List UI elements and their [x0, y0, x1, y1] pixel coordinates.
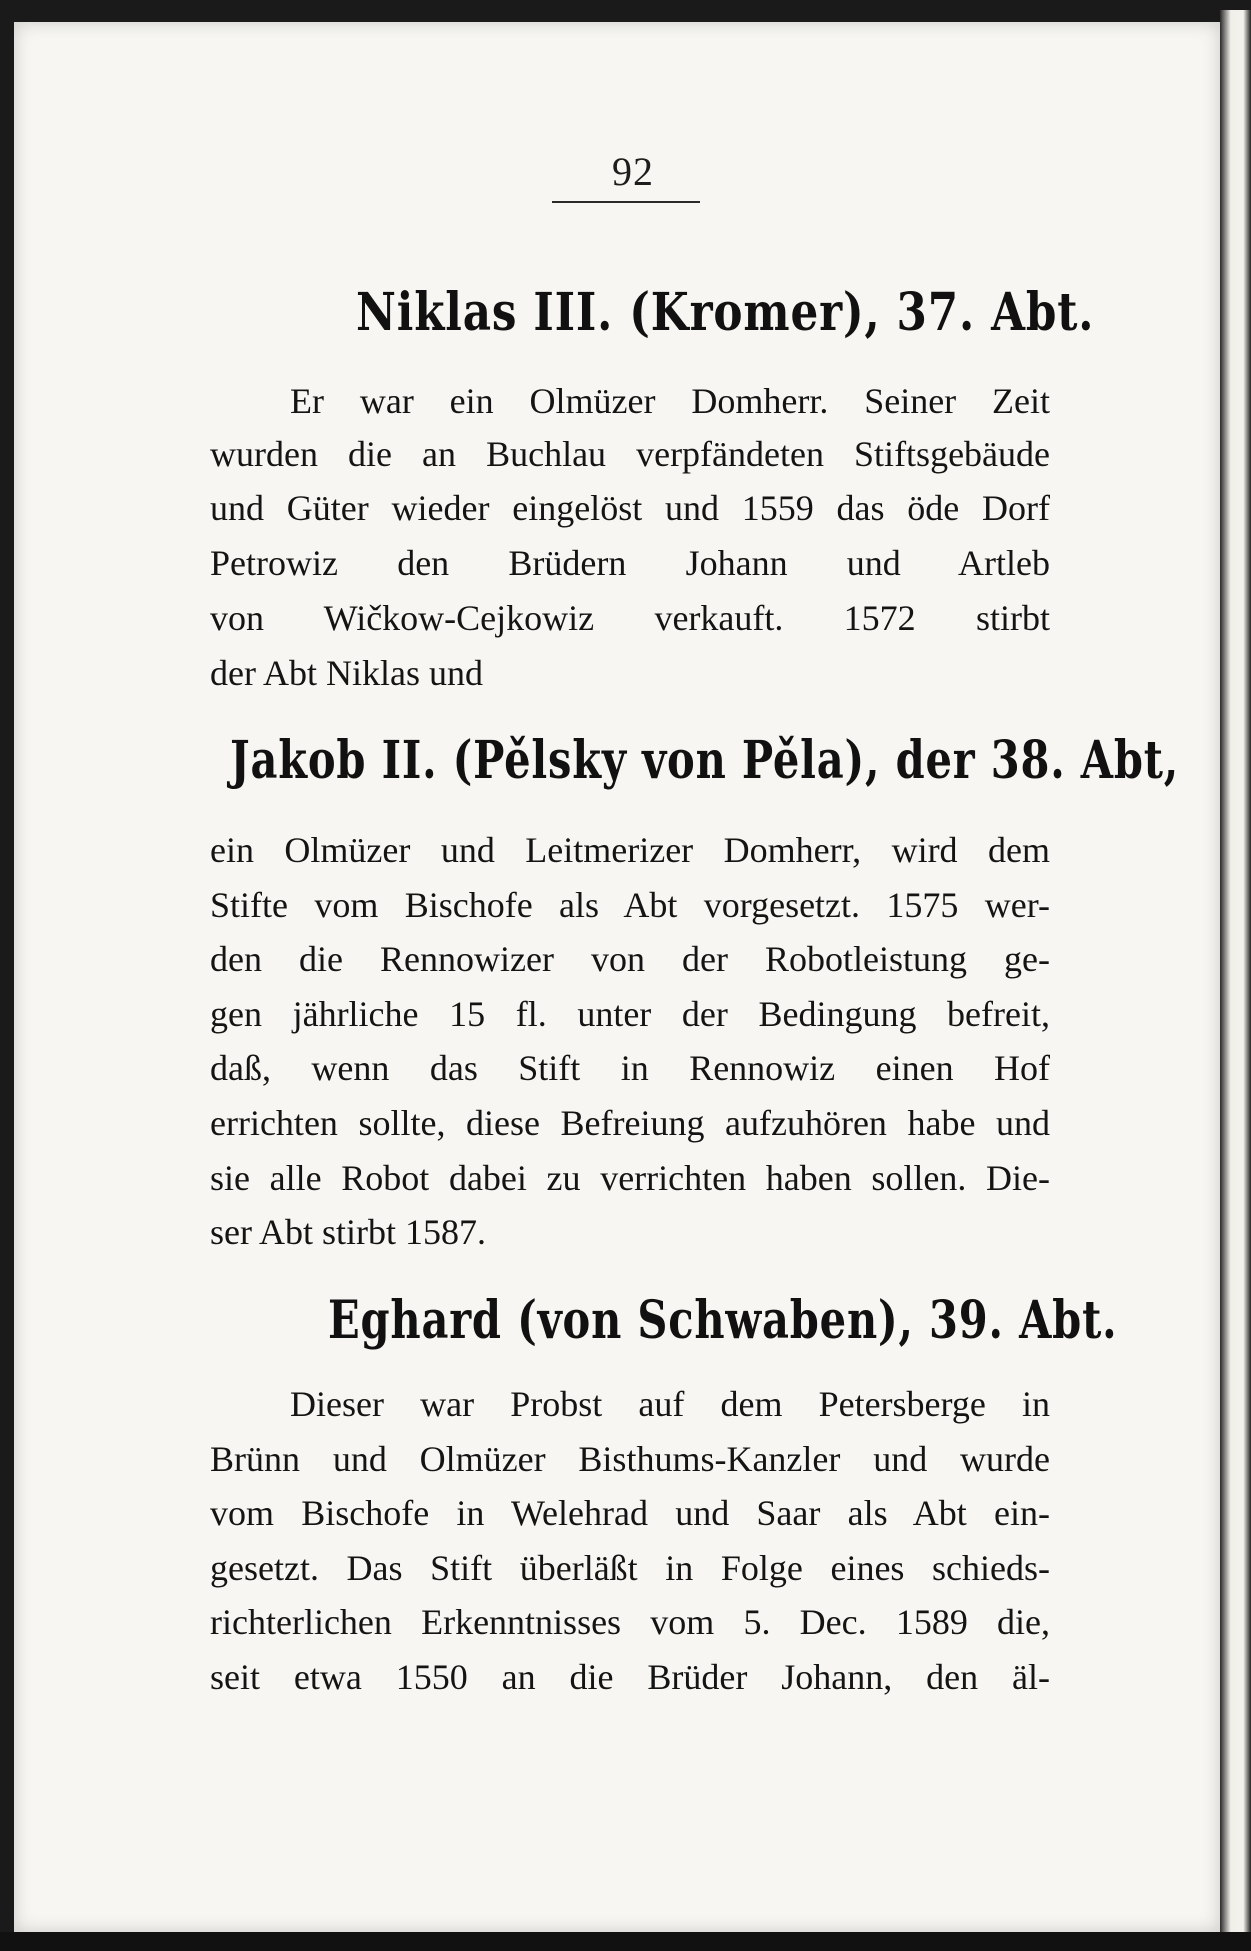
text-line: wurden die an Buchlau verpfändeten Stiftsgebäude [210, 434, 1050, 474]
scan-border [0, 1932, 1251, 1951]
text-line: Dieser war Probst auf dem Petersberge in [290, 1384, 1050, 1424]
text-line: vom Bischofe in Welehrad und Saar als Abt ein- [210, 1493, 1050, 1533]
text-line: Brünn und Olmüzer Bisthums-Kanzler und wurde [210, 1439, 1050, 1479]
section-heading-niklas: Niklas III. (Kromer), 37. Abt. [356, 282, 1095, 343]
page-number: 92 [612, 149, 654, 194]
text-line: von Wičkow-Cejkowiz verkauft. 1572 stirbt [210, 598, 1050, 638]
text-line: daß, wenn das Stift in Rennowiz einen Hof [210, 1048, 1050, 1088]
page-edge [1220, 10, 1251, 1951]
text-line: der Abt Niklas und [210, 653, 483, 693]
text-line: ser Abt stirbt 1587. [210, 1212, 486, 1252]
text-line: gesetzt. Das Stift überläßt in Folge eines schieds- [210, 1548, 1050, 1588]
text-line: ein Olmüzer und Leitmerizer Domherr, wird dem [210, 830, 1050, 870]
text-line: Petrowiz den Brüdern Johann und Artleb [210, 543, 1050, 583]
text-line: Stifte vom Bischofe als Abt vorgesetzt. 1575 wer- [210, 885, 1050, 925]
text-line: richterlichen Erkenntnisses vom 5. Dec. 1589 die, [210, 1602, 1050, 1642]
section-heading-eghard: Eghard (von Schwaben), 39. Abt. [328, 1290, 1118, 1351]
page-number-rule [552, 201, 700, 203]
text-line: den die Rennowizer von der Robotleistung ge- [210, 939, 1050, 979]
text-line: und Güter wieder eingelöst und 1559 das öde Dorf [210, 488, 1050, 528]
text-line: gen jährliche 15 fl. unter der Bedingung befreit, [210, 994, 1050, 1034]
text-line: seit etwa 1550 an die Brüder Johann, den äl- [210, 1657, 1050, 1697]
text-line: Er war ein Olmüzer Domherr. Seiner Zeit [290, 381, 1050, 421]
section-heading-jakob: Jakob II. (Pělsky von Pěla), der 38. Abt, [230, 730, 1180, 791]
text-line: errichten sollte, diese Befreiung aufzuhören habe und [210, 1103, 1050, 1143]
text-line: sie alle Robot dabei zu verrichten haben sollen. Die- [210, 1158, 1050, 1198]
